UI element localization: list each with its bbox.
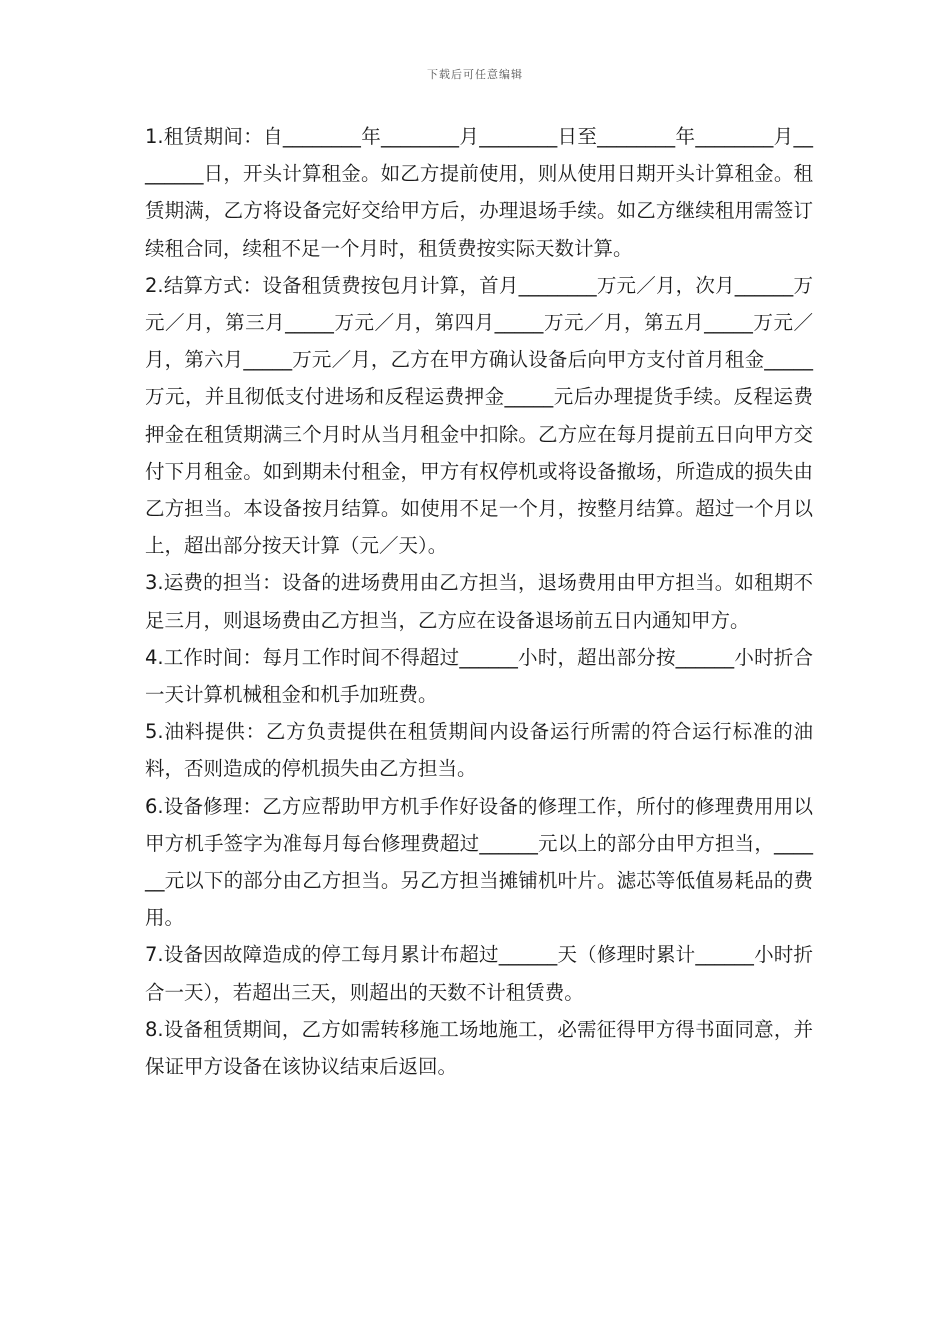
clause-5-fuel-supply: 5.油料提供：乙方负责提供在租赁期间内设备运行所需的符合运行标准的油料，否则造成的停机损失由乙方担当。 [145,720,813,781]
clause-2-settlement: 2.结算方式：设备租赁费按包月计算，首月________万元／月，次月______万元／月，第三月_____万元／月，第四月_____万元／月，第五月_____万元／月，第六月_____万元／月，乙方在甲方确认设备后向甲方支付首月租金_____万元，并且彻低支付进场和反程运费押金_____元后办理提货手续。反程运费押金在租赁期满三个月时从当月租金中扣除。乙方应在每月提前五日向甲方交付下月租金。如到期未付租金，甲方有权停机或将设备撤场，所造成的损失由乙方担当。本设备按月结算。如使用不足一个月，按整月结算。超过一个月以上，超出部分按天计算（元／天）。 [145,273,813,558]
clause-1-lease-period: 1.租赁期间：自________年________月________日至________年________月________日，开头计算租金。如乙方提前使用，则从使用日期开头计算租金。租赁期满，乙方将设备完好交给甲方后，办理退场手续。如乙方继续租用需签订续租合同，续租不足一个月时，租赁费按实际天数计算。 [145,125,813,260]
clause-8-site-transfer: 8.设备租赁期间，乙方如需转移施工场地施工，必需征得甲方得书面同意，并保证甲方设备在该协议结束后返回。 [145,1017,813,1079]
clause-4-working-hours: 4.工作时间：每月工作时间不得超过______小时，超出部分按______小时折合一天计算机械租金和机手加班费。 [145,645,813,707]
clause-3-freight: 3.运费的担当：设备的进场费用由乙方担当，退场费用由甲方担当。如租期不足三月，则退场费由乙方担当，乙方应在设备退场前五日内通知甲方。 [145,571,813,632]
document-body [145,118,813,1085]
clause-6-repair: 6.设备修理：乙方应帮助甲方机手作好设备的修理工作，所付的修理费用用以甲方机手签字为准每月每台修理费超过______元以上的部分由甲方担当，______元以下的部分由乙方担当。另乙方担当摊铺机叶片。滤芯等低值易耗品的费用。 [145,794,813,930]
page-header: 下载后可任意编辑 [427,68,523,81]
clause-7-downtime: 7.设备因故障造成的停工每月累计布超过______天（修理时累计______小时折合一天），若超出三天，则超出的天数不计租赁费。 [145,943,813,1004]
